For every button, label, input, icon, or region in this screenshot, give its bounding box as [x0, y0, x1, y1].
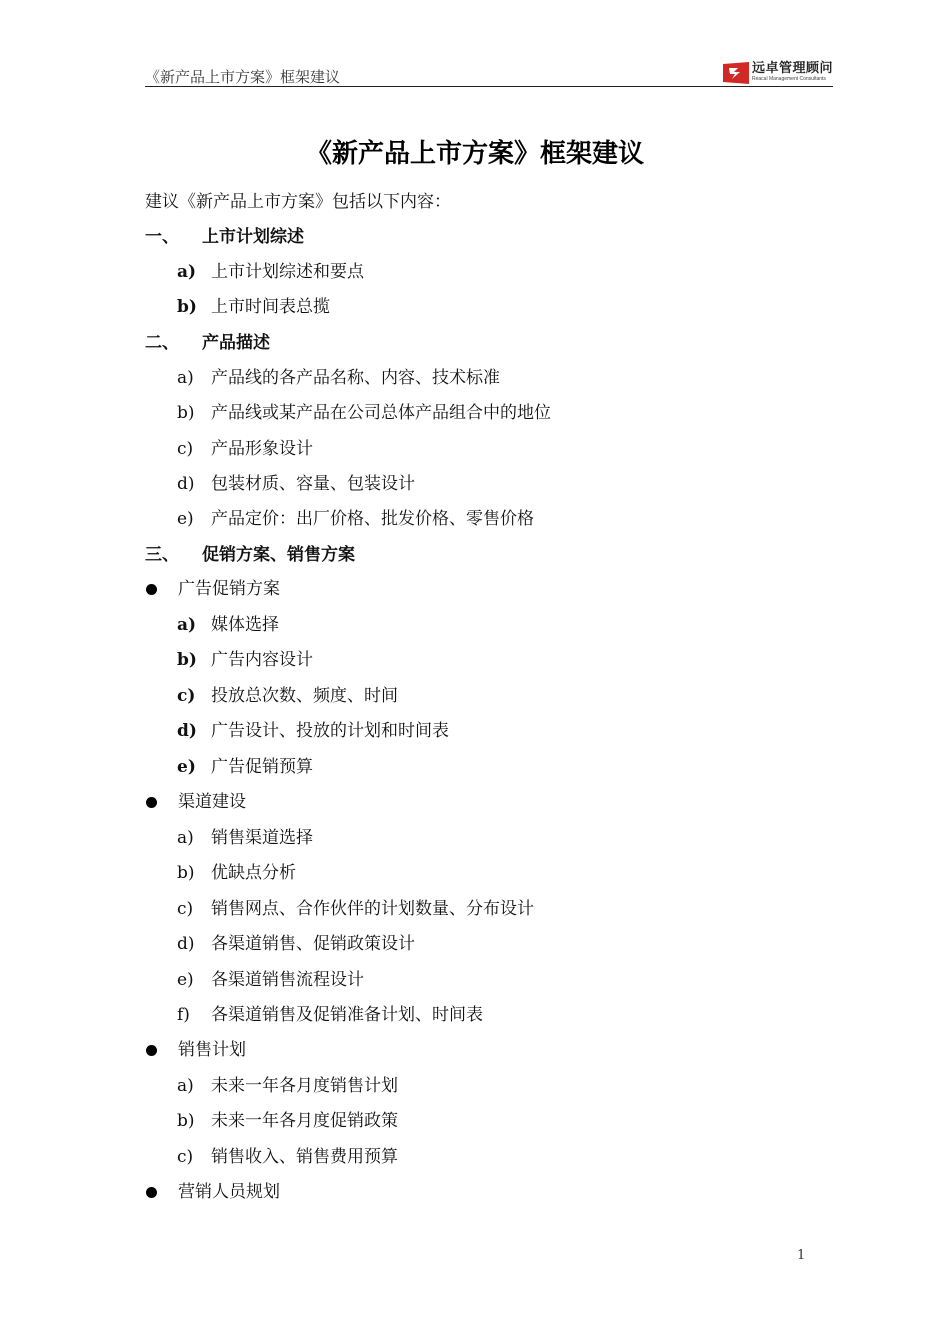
list-item: 未来一年各月度促销政策	[211, 1111, 398, 1131]
logo-english-name: Reacal Management Consultants	[751, 76, 826, 82]
list-item: 优缺点分析	[211, 863, 296, 883]
item-marker: d)	[177, 721, 197, 741]
list-item: 媒体选择	[211, 615, 279, 635]
item-marker: e)	[177, 757, 196, 777]
item-marker: b)	[177, 403, 195, 423]
header-title: 《新产品上市方案》框架建议	[145, 68, 341, 86]
bullet-label: 广告促销方案	[178, 579, 280, 599]
item-marker: f)	[177, 1005, 190, 1025]
list-item: 上市时间表总揽	[211, 297, 330, 317]
item-marker: c)	[177, 439, 194, 459]
intro-text: 建议《新产品上市方案》包括以下内容：	[145, 192, 451, 212]
list-item: 上市计划综述和要点	[211, 262, 364, 282]
bullet-icon	[146, 1045, 157, 1056]
list-item: 广告促销预算	[211, 757, 313, 777]
item-marker: c)	[177, 1147, 194, 1167]
item-marker: b)	[177, 650, 197, 670]
item-marker: d)	[177, 934, 195, 954]
list-item: 产品线的各产品名称、内容、技术标准	[211, 368, 500, 388]
bullet-icon	[146, 1187, 157, 1198]
bullet-icon	[146, 797, 157, 808]
company-logo	[723, 62, 833, 84]
bullet-label: 销售计划	[178, 1040, 246, 1060]
list-item: 广告设计、投放的计划和时间表	[211, 721, 449, 741]
list-item: 各渠道销售、促销政策设计	[211, 934, 415, 954]
item-marker: b)	[177, 297, 197, 317]
list-item: 广告内容设计	[211, 650, 313, 670]
section-title: 上市计划综述	[202, 227, 304, 247]
section-number: 三、	[145, 545, 179, 565]
list-item: 产品定价：出厂价格、批发价格、零售价格	[211, 509, 534, 529]
page-header	[145, 60, 833, 87]
list-item: 销售收入、销售费用预算	[211, 1147, 398, 1167]
logo-chinese-name: 远卓管理顾问	[751, 61, 833, 76]
item-marker: c)	[177, 686, 196, 706]
item-marker: e)	[177, 970, 194, 990]
list-item: 各渠道销售及促销准备计划、时间表	[211, 1005, 483, 1025]
company-logo-icon	[723, 62, 749, 84]
bullet-label: 营销人员规划	[178, 1182, 280, 1202]
list-item: 包装材质、容量、包装设计	[211, 474, 415, 494]
item-marker: c)	[177, 899, 194, 919]
item-marker: a)	[177, 368, 194, 388]
list-item: 销售网点、合作伙伴的计划数量、分布设计	[211, 899, 534, 919]
item-marker: a)	[177, 828, 194, 848]
item-marker: b)	[177, 863, 195, 883]
item-marker: a)	[177, 1076, 194, 1096]
list-item: 投放总次数、频度、时间	[211, 686, 398, 706]
section-number: 二、	[145, 333, 179, 353]
item-marker: e)	[177, 509, 194, 529]
page-number: 1	[797, 1248, 806, 1263]
bullet-label: 渠道建设	[178, 792, 246, 812]
list-item: 各渠道销售流程设计	[211, 970, 364, 990]
list-item: 产品形象设计	[211, 439, 313, 459]
list-item: 销售渠道选择	[211, 828, 313, 848]
item-marker: d)	[177, 474, 195, 494]
section-number: 一、	[145, 227, 179, 247]
section-title: 促销方案、销售方案	[202, 545, 355, 565]
document-title: 《新产品上市方案》框架建议	[305, 139, 644, 169]
item-marker: a)	[177, 615, 197, 635]
list-item: 产品线或某产品在公司总体产品组合中的地位	[211, 403, 551, 423]
bullet-icon	[146, 584, 157, 595]
item-marker: b)	[177, 1111, 195, 1131]
section-title: 产品描述	[202, 333, 270, 353]
list-item: 未来一年各月度销售计划	[211, 1076, 398, 1096]
item-marker: a)	[177, 262, 197, 282]
